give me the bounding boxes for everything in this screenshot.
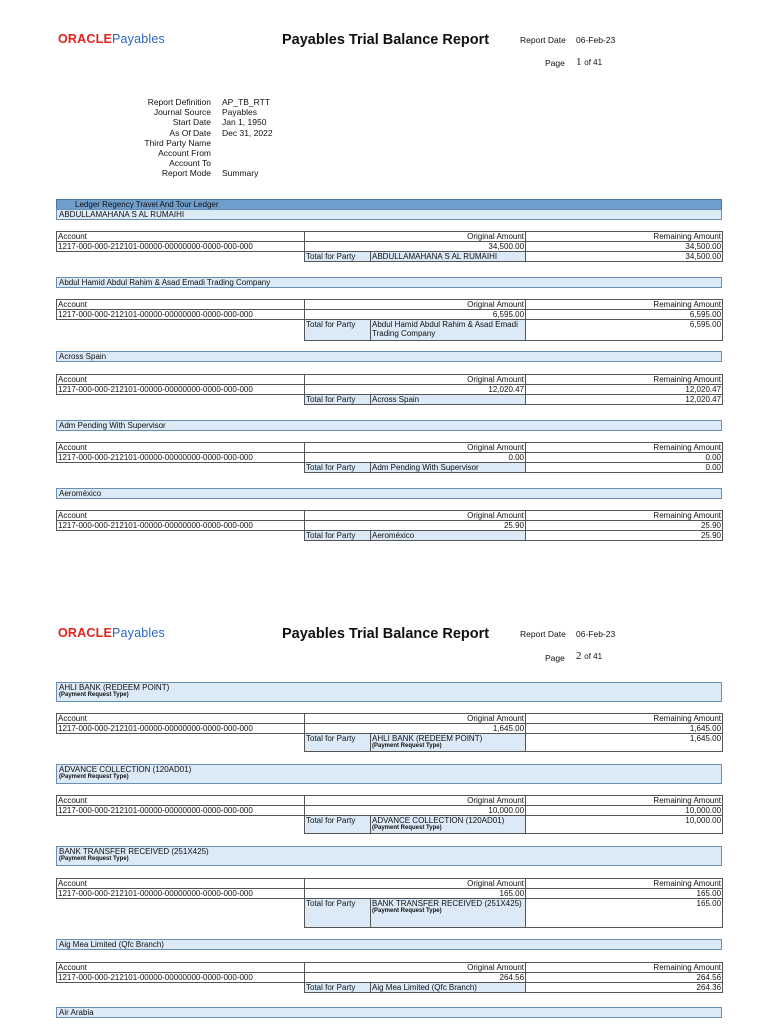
total-party-name: BANK TRANSFER RECEIVED (251X425) <box>372 899 522 908</box>
total-remaining-amount: 25.90 <box>526 531 723 541</box>
remaining-amount-header: Remaining Amount <box>526 375 723 385</box>
account-code: 1217-000-000-212101-00000-00000000-0000-000-000 <box>57 521 305 531</box>
original-amount-header: Original Amount <box>305 714 526 724</box>
page-of-total: of 41 <box>584 58 603 67</box>
original-amount-header: Original Amount <box>305 879 526 889</box>
param-value <box>211 148 222 158</box>
total-remaining-amount: 12,020.47 <box>526 395 723 405</box>
party-band <box>56 209 722 220</box>
party-table <box>56 713 723 752</box>
total-remaining-amount: 165.00 <box>526 899 723 928</box>
original-amount-header: Original Amount <box>305 375 526 385</box>
remaining-amount: 6,595.00 <box>526 310 723 320</box>
oracle-wordmark: ORACLE <box>58 32 112 46</box>
account-code: 1217-000-000-212101-00000-00000000-0000-000-000 <box>57 724 305 734</box>
total-for-party-label: Total for Party <box>305 816 371 834</box>
account-code: 1217-000-000-212101-00000-00000000-0000-000-000 <box>57 806 305 816</box>
total-remaining-amount: 10,000.00 <box>526 816 723 834</box>
param-value: Payables <box>222 107 257 118</box>
total-party-name: ABDULLAMAHANA S AL RUMAIHI <box>371 252 526 262</box>
report-title: Payables Trial Balance Report <box>282 32 490 48</box>
account-header: Account <box>57 375 305 385</box>
total-remaining-amount: 34,500.00 <box>526 252 723 262</box>
party-name: Abdul Hamid Abdul Rahim & Asad Emadi Trading Company <box>59 278 271 287</box>
account-code: 1217-000-000-212101-00000-00000000-0000-000-000 <box>57 310 305 320</box>
party-band <box>56 488 722 499</box>
param-value: Jan 1, 1950 <box>222 117 267 128</box>
total-party-name: Adm Pending With Supervisor <box>371 463 526 473</box>
payables-wordmark: Payables <box>111 626 166 640</box>
party-band <box>56 351 722 362</box>
total-party-cell <box>371 816 526 834</box>
page-number-value: 1 <box>576 56 582 68</box>
param-label: As Of Date <box>169 127 211 138</box>
party-subtype: (Payment Request Type) <box>59 692 129 698</box>
party-table <box>56 795 723 834</box>
report-date-label: Report Date <box>520 35 566 45</box>
account-code: 1217-000-000-212101-00000-00000000-0000-000-000 <box>57 453 305 463</box>
party-name: Adm Pending With Supervisor <box>59 421 166 430</box>
oracle-payables-logo <box>58 32 165 46</box>
payables-wordmark: Payables <box>111 32 166 46</box>
param-value: Dec 31, 2022 <box>222 127 273 138</box>
original-amount-header: Original Amount <box>305 511 526 521</box>
party-table <box>56 374 723 405</box>
total-for-party-label: Total for Party <box>305 320 371 341</box>
party-name: ADVANCE COLLECTION (120AD01) <box>59 765 192 774</box>
party-band <box>56 846 722 866</box>
report-title: Payables Trial Balance Report <box>282 626 490 642</box>
remaining-amount-header: Remaining Amount <box>526 714 723 724</box>
report-date-value: 06-Feb-23 <box>576 629 616 639</box>
account-header: Account <box>57 879 305 889</box>
total-party-name: ADVANCE COLLECTION (120AD01) <box>372 816 505 825</box>
account-header: Account <box>57 300 305 310</box>
party-table <box>56 878 723 928</box>
total-party-cell <box>371 734 526 752</box>
total-party-name: AHLI BANK (REDEEM POINT) <box>372 734 483 743</box>
original-amount-header: Original Amount <box>305 300 526 310</box>
total-for-party-label: Total for Party <box>305 899 371 928</box>
account-header: Account <box>57 714 305 724</box>
total-party-name: Abdul Hamid Abdul Rahim & Asad Emadi Trading Company <box>371 320 526 341</box>
party-subtype: (Payment Request Type) <box>59 856 129 862</box>
party-band <box>56 764 722 784</box>
party-name: BANK TRANSFER RECEIVED (251X425) <box>59 847 209 856</box>
party-band <box>56 277 722 288</box>
original-amount: 1,645.00 <box>305 724 526 734</box>
original-amount: 25.90 <box>305 521 526 531</box>
account-header: Account <box>57 796 305 806</box>
report-date-value: 06-Feb-23 <box>576 35 616 45</box>
remaining-amount: 264.56 <box>526 973 723 983</box>
original-amount-header: Original Amount <box>305 796 526 806</box>
party-band <box>56 682 722 702</box>
total-for-party-label: Total for Party <box>305 531 371 541</box>
party-name: Aig Mea Limited (Qfc Branch) <box>59 940 164 949</box>
original-amount: 12,020.47 <box>305 385 526 395</box>
param-value <box>211 158 222 168</box>
remaining-amount-header: Remaining Amount <box>526 511 723 521</box>
account-header: Account <box>57 232 305 242</box>
total-remaining-amount: 1,645.00 <box>526 734 723 752</box>
total-for-party-label: Total for Party <box>305 252 371 262</box>
remaining-amount: 25.90 <box>526 521 723 531</box>
total-for-party-label: Total for Party <box>305 395 371 405</box>
party-name: Across Spain <box>59 352 107 361</box>
param-label: Account From <box>158 148 211 159</box>
total-for-party-label: Total for Party <box>305 463 371 473</box>
original-amount-header: Original Amount <box>305 963 526 973</box>
param-value <box>211 138 222 148</box>
total-party-name: Aig Mea Limited (Qfc Branch) <box>371 983 526 993</box>
party-subtype: (Payment Request Type) <box>59 774 129 780</box>
account-header: Account <box>57 443 305 453</box>
remaining-amount-header: Remaining Amount <box>526 443 723 453</box>
report-parameters <box>110 97 273 179</box>
total-party-subtype: (Payment Request Type) <box>372 743 442 749</box>
original-amount-header: Original Amount <box>305 443 526 453</box>
page-number <box>576 650 602 662</box>
total-party-subtype: (Payment Request Type) <box>372 825 442 831</box>
party-name: AHLI BANK (REDEEM POINT) <box>59 683 170 692</box>
account-header: Account <box>57 511 305 521</box>
original-amount: 10,000.00 <box>305 806 526 816</box>
original-amount: 264.56 <box>305 973 526 983</box>
remaining-amount: 34,500.00 <box>526 242 723 252</box>
account-code: 1217-000-000-212101-00000-00000000-0000-000-000 <box>57 242 305 252</box>
param-label: Third Party Name <box>144 137 211 148</box>
ledger-band: Ledger Regency Travel And Tour Ledger <box>56 199 722 210</box>
remaining-amount: 165.00 <box>526 889 723 899</box>
param-label: Journal Source <box>153 107 211 118</box>
total-party-cell <box>371 899 526 928</box>
total-party-name: Across Spain <box>371 395 526 405</box>
total-remaining-amount: 264.36 <box>526 983 723 993</box>
party-table <box>56 962 723 993</box>
remaining-amount: 12,020.47 <box>526 385 723 395</box>
party-name: Air Arabia <box>59 1008 94 1017</box>
oracle-payables-logo <box>58 626 165 640</box>
remaining-amount-header: Remaining Amount <box>526 300 723 310</box>
party-table <box>56 510 723 541</box>
remaining-amount-header: Remaining Amount <box>526 796 723 806</box>
page-number-value: 2 <box>576 650 582 662</box>
account-code: 1217-000-000-212101-00000-00000000-0000-000-000 <box>57 385 305 395</box>
param-label: Start Date <box>172 117 211 128</box>
page-label: Page <box>545 58 565 68</box>
page-number <box>576 56 602 68</box>
original-amount: 34,500.00 <box>305 242 526 252</box>
param-label: Report Definition <box>147 97 211 107</box>
remaining-amount-header: Remaining Amount <box>526 232 723 242</box>
total-party-subtype: (Payment Request Type) <box>372 908 442 914</box>
param-label: Report Mode <box>161 168 211 179</box>
total-party-name: Aeroméxico <box>371 531 526 541</box>
remaining-amount-header: Remaining Amount <box>526 963 723 973</box>
account-code: 1217-000-000-212101-00000-00000000-0000-000-000 <box>57 973 305 983</box>
page-label: Page <box>545 653 565 663</box>
total-remaining-amount: 0.00 <box>526 463 723 473</box>
account-code: 1217-000-000-212101-00000-00000000-0000-000-000 <box>57 889 305 899</box>
original-amount: 0.00 <box>305 453 526 463</box>
param-value: AP_TB_RTT <box>222 97 271 107</box>
original-amount: 6,595.00 <box>305 310 526 320</box>
total-for-party-label: Total for Party <box>305 983 371 993</box>
page-of-total: of 41 <box>584 652 603 661</box>
party-name: Aeroméxico <box>59 489 102 498</box>
party-band <box>56 1007 722 1018</box>
param-label: Account To <box>169 158 211 169</box>
oracle-wordmark: ORACLE <box>58 626 112 640</box>
report-date-label: Report Date <box>520 629 566 639</box>
party-table <box>56 442 723 473</box>
param-value: Summary <box>222 168 259 179</box>
account-header: Account <box>57 963 305 973</box>
total-for-party-label: Total for Party <box>305 734 371 752</box>
remaining-amount: 0.00 <box>526 453 723 463</box>
original-amount-header: Original Amount <box>305 232 526 242</box>
party-band <box>56 420 722 431</box>
party-table <box>56 231 723 262</box>
total-remaining-amount: 6,595.00 <box>526 320 723 341</box>
party-table <box>56 299 723 341</box>
party-band <box>56 939 722 950</box>
party-name: ABDULLAMAHANA S AL RUMAIHI <box>59 210 185 219</box>
remaining-amount-header: Remaining Amount <box>526 879 723 889</box>
original-amount: 165.00 <box>305 889 526 899</box>
remaining-amount: 10,000.00 <box>526 806 723 816</box>
remaining-amount: 1,645.00 <box>526 724 723 734</box>
